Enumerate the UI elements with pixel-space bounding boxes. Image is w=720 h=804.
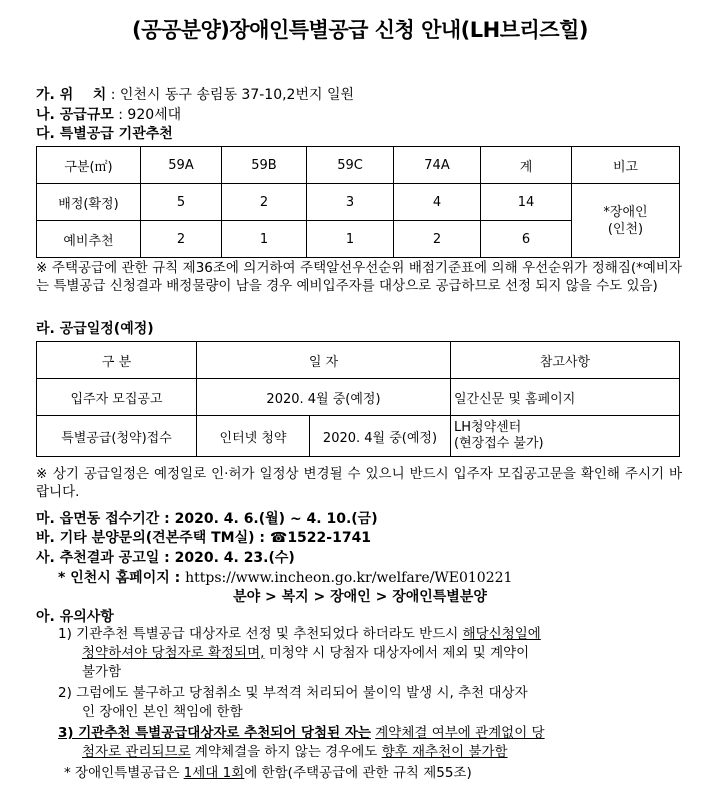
- table-row: [37, 147, 680, 184]
- header-cell: 59B: [222, 147, 307, 184]
- caution-text: 1) 기관추천 특별공급 대상자로 선정 및 추천되었다 하더라도 반드시: [58, 626, 463, 642]
- caution-underline: 첨자로 관리되므로: [82, 744, 191, 760]
- table-cell: 2: [394, 221, 481, 258]
- caution-bold: 3) 기관추천 특별공급대상자로 추천되어 당첨된 자는: [58, 725, 371, 741]
- caution-1-cont: [82, 644, 529, 663]
- caution-underline: 청약하셔야 당첨자로 확정되며,: [82, 645, 265, 661]
- table-cell: 4: [394, 184, 481, 221]
- table-cell: 1: [307, 221, 394, 258]
- caution-2: 2) 그럼에도 불구하고 당첨취소 및 부적격 처리되어 불이익 발생 시, 추천 대상자: [58, 685, 528, 701]
- phone-number: 1522-1741: [287, 530, 372, 546]
- inquiry-line: [36, 527, 371, 547]
- row-label: 예비추천: [37, 221, 141, 258]
- inquiry-text: 바. 기타 분양문의(견본주택 TM실) :: [36, 530, 270, 546]
- location-line: [36, 84, 354, 104]
- homepage-url[interactable]: https://www.incheon.go.kr/welfare/WE010221: [185, 570, 513, 586]
- scale-value: : 920세대: [113, 107, 182, 123]
- caution-text: 에 한함(주택공급에 관한 규칙 제55조): [244, 765, 472, 781]
- caution-3-cont: [82, 743, 508, 762]
- caution-text: * 장애인특별공급은: [64, 765, 184, 781]
- note-schedule: ※ 상기 공급일정은 예정일로 인·허가 일정상 변경될 수 있으니 반드시 입주자 모집공고문을 확인해 주시기 바랍니다.: [36, 466, 682, 500]
- table-cell: 2020. 4월 중(예정): [197, 379, 451, 416]
- recommend-heading: 다. 특별공급 기관추천: [36, 126, 173, 142]
- caution-1: [58, 625, 541, 644]
- homepage-label: * 인천시 홈페이지 :: [58, 570, 186, 586]
- header-cell: 참고사항: [451, 342, 680, 379]
- header-cell: 59A: [141, 147, 222, 184]
- caution-underline: 계약체결 여부에 관계없이 당: [375, 725, 545, 741]
- caution-1-end: 불가함: [82, 664, 122, 680]
- caution-2-cont: 인 장애인 본인 책임에 한함: [82, 704, 243, 720]
- row-label: 배정(확정): [37, 184, 141, 221]
- table-row: [37, 416, 680, 457]
- table-cell: 1: [222, 221, 307, 258]
- header-cell: 비고: [572, 147, 680, 184]
- row-label: 입주자 모집공고: [37, 379, 197, 416]
- table-cell: LH청약센터 (현장접수 불가): [451, 416, 680, 457]
- header-cell: 59C: [307, 147, 394, 184]
- allocation-table: [36, 146, 680, 258]
- header-cell: 구 분: [37, 342, 197, 379]
- table-cell: 2: [222, 184, 307, 221]
- table-cell: 일간신문 및 홈페이지: [451, 379, 680, 416]
- table-row: [37, 342, 680, 379]
- table-cell: 14: [481, 184, 572, 221]
- caution-heading: 아. 유의사항: [36, 609, 114, 625]
- schedule-table: [36, 341, 680, 457]
- period-line: 마. 읍면동 접수기간 : 2020. 4. 6.(월) ~ 4. 10.(금): [36, 511, 378, 527]
- header-cell: 74A: [394, 147, 481, 184]
- page-title: (공공분양)장애인특별공급 신청 안내(LH브리즈힐): [132, 18, 588, 42]
- homepage-line: [58, 567, 512, 587]
- table-row: [37, 184, 680, 221]
- caution-4: [64, 764, 472, 783]
- table-cell: 2020. 4월 중(예정): [310, 416, 451, 457]
- caution-underline: 1세대 1회: [183, 765, 245, 781]
- result-line: 사. 추천결과 공고일 : 2020. 4. 23.(수): [36, 550, 295, 566]
- table-cell: 2: [141, 221, 222, 258]
- caution-text: 계약체결을 하지 않는 경우에도: [190, 744, 382, 760]
- header-cell: 일 자: [197, 342, 451, 379]
- phone-icon: ☎: [269, 530, 288, 546]
- caution-underline: 향후 재추천이 불가함: [381, 744, 508, 760]
- caution-3: [58, 724, 545, 743]
- schedule-heading: 라. 공급일정(예정): [36, 321, 154, 337]
- scale-line: [36, 104, 181, 124]
- table-cell: 3: [307, 184, 394, 221]
- row-label: 특별공급(청약)접수: [37, 416, 197, 457]
- table-row: [37, 379, 680, 416]
- location-value: : 인천시 동구 송림동 37-10,2번지 일원: [106, 87, 355, 103]
- location-label: 가. 위 치: [36, 87, 107, 103]
- header-cell: 구분(㎡): [37, 147, 141, 184]
- header-cell: 계: [481, 147, 572, 184]
- caution-underline: 해당신청일에: [462, 626, 541, 642]
- table-cell: 6: [481, 221, 572, 258]
- caution-text: 미청약 시 당첨자 대상자에서 제외 및 계약이: [264, 645, 530, 661]
- table-cell: 인터넷 청약: [197, 416, 310, 457]
- menu-path: 분야 > 복지 > 장애인 > 장애인특별분양: [233, 589, 487, 605]
- table-cell: 5: [141, 184, 222, 221]
- scale-label: 나. 공급규모: [36, 107, 114, 123]
- note-priority: ※ 주택공급에 관한 규칙 제36조에 의거하여 주택알선우선순위 배점기준표에 의해 우선순위가 정해짐(*예비자는 특별공급 신청결과 배정물량이 남을 경우 예비입주자를 대상으로 공급하므로 선정 되지 않을 수도 있음): [36, 260, 682, 294]
- remark-cell: *장애인 (인천): [572, 184, 680, 258]
